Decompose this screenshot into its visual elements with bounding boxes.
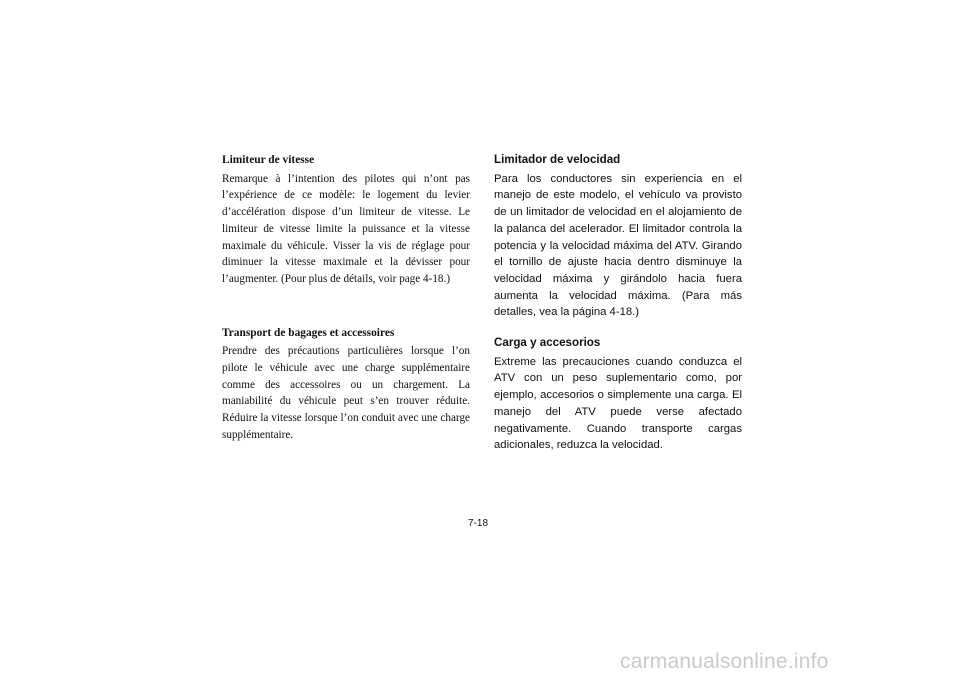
es-cargo-heading: Carga y accesorios [494,336,601,350]
page-number: 7-18 [468,518,489,529]
french-column [222,152,470,444]
fr-speed-limiter-heading: Limiteur de vitesse [222,154,315,166]
spanish-column [494,152,742,454]
es-cargo-text: Extreme las precauciones cuando conduzca el ATV con un peso suplementario como, por ejemplo, accesorios o simplemente una carga. El manejo del ATV puede verse afectado negativamente. Cuando transporte cargas adicionales, reduzca la velocidad. [494,355,742,452]
es-speed-limiter-heading: Limitador de velocidad [494,153,621,166]
fr-cargo-heading: Transport de bagages et accessoires [222,326,395,339]
fr-speed-limiter-text: Remarque à l’intention des pilotes qui n’ont pas l’expérience de ce modèle: le logement du levier d’accélération dispose d’un limiteur de vitesse. Le limiteur de vitesse limite la puissance et la vitesse maximale du véhicule. Visser la vis de réglage pour diminuer la vitesse maximale et la dévisser pour l’augmenter. (Pour plus de détails, voir page 4-18.) [222,172,470,285]
fr-cargo-text: Prendre des précautions particulières lorsque l’on pilote le véhicule avec une charge supplémentaire comme des accessoires ou un chargement. La maniabilité du véhicule peut s’en trouver réduite. Réduire la vitesse lorsque l’on conduit avec une charge supplémentaire. [222,345,470,441]
es-speed-limiter-text: Para los conductores sin experiencia en el manejo de este modelo, el vehículo va provisto de un limitador de velocidad en el alojamiento de la palanca del acelerador. El limitador controla la potencia y la velocidad máxima del ATV. Girando el tornillo de ajuste hacia dentro disminuye la velocidad máxima y girándolo hacia fuera aumenta la velocidad máxima. (Para más detalles, vea la página 4-18.) [494,172,742,319]
watermark: carmanualsonline.info [620,650,829,673]
